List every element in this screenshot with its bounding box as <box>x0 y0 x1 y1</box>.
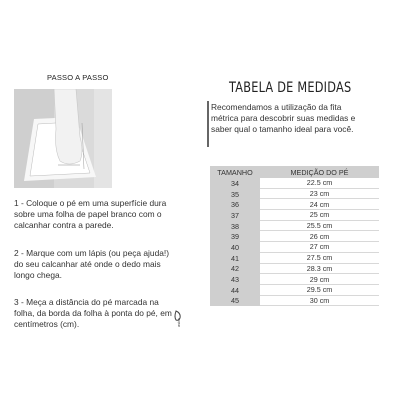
size-cell: 35 <box>210 189 260 200</box>
table-body <box>210 178 379 306</box>
measurement-cell: 24 cm <box>260 199 379 210</box>
step-3-text: 3 - Meça a distância do pé marcada na folha, da borda da folha à ponta do pé, em centímetros (cm). <box>14 297 172 330</box>
size-cell: 34 <box>210 178 260 189</box>
table-row <box>210 189 379 200</box>
measurement-cell: 23 cm <box>260 189 379 200</box>
size-cell: 41 <box>210 253 260 264</box>
table-row <box>210 231 379 242</box>
size-cell: 39 <box>210 231 260 242</box>
size-table-title: TABELA DE MEDIDAS <box>229 80 352 96</box>
measurement-cell: 22.5 cm <box>260 178 379 189</box>
table-row <box>210 274 379 285</box>
table-row <box>210 221 379 232</box>
size-cell: 45 <box>210 296 260 307</box>
step-1-text: 1 - Coloque o pé em uma superfície dura sobre uma folha de papel branco com o calcanhar contra a parede. <box>14 198 167 231</box>
asics-logo-icon <box>172 309 186 329</box>
foot-on-paper-illustration <box>14 89 112 188</box>
table-row <box>210 285 379 296</box>
measurement-cell: 25 cm <box>260 210 379 221</box>
table-row <box>210 242 379 253</box>
measurement-cell: 27 cm <box>260 242 379 253</box>
intro-text: Recomendamos a utilização da fita métrica para descobrir suas medidas e saber qual o tamanho ideal para você. <box>211 102 356 135</box>
table-header <box>210 166 379 178</box>
measurement-cell: 29 cm <box>260 274 379 285</box>
step-2-text: 2 - Marque com um lápis (ou peça ajuda!) do seu calcanhar até onde o dedo mais longo chega. <box>14 248 170 281</box>
intro-accent-bar <box>207 101 209 147</box>
measurement-cell: 29.5 cm <box>260 285 379 296</box>
size-cell: 44 <box>210 285 260 296</box>
measurement-cell: 25.5 cm <box>260 221 379 232</box>
step-by-step-title: PASSO A PASSO <box>47 73 109 82</box>
size-cell: 37 <box>210 210 260 221</box>
table-row <box>210 296 379 307</box>
table-row <box>210 199 379 210</box>
header-foot-measurement: MEDIÇÃO DO PÉ <box>290 167 349 177</box>
size-cell: 38 <box>210 221 260 232</box>
measurement-cell: 27.5 cm <box>260 253 379 264</box>
foot-measurement-photo <box>14 89 112 188</box>
size-table <box>210 166 379 306</box>
size-cell: 43 <box>210 274 260 285</box>
measurement-cell: 26 cm <box>260 231 379 242</box>
size-cell: 36 <box>210 199 260 210</box>
size-cell: 40 <box>210 242 260 253</box>
header-size: TAMANHO <box>217 167 253 177</box>
table-row <box>210 210 379 221</box>
measurement-cell: 30 cm <box>260 296 379 307</box>
svg-text:asics: asics <box>176 317 181 327</box>
table-row <box>210 264 379 275</box>
table-row <box>210 253 379 264</box>
size-cell: 42 <box>210 264 260 275</box>
measurement-cell: 28.3 cm <box>260 264 379 275</box>
table-row <box>210 178 379 189</box>
